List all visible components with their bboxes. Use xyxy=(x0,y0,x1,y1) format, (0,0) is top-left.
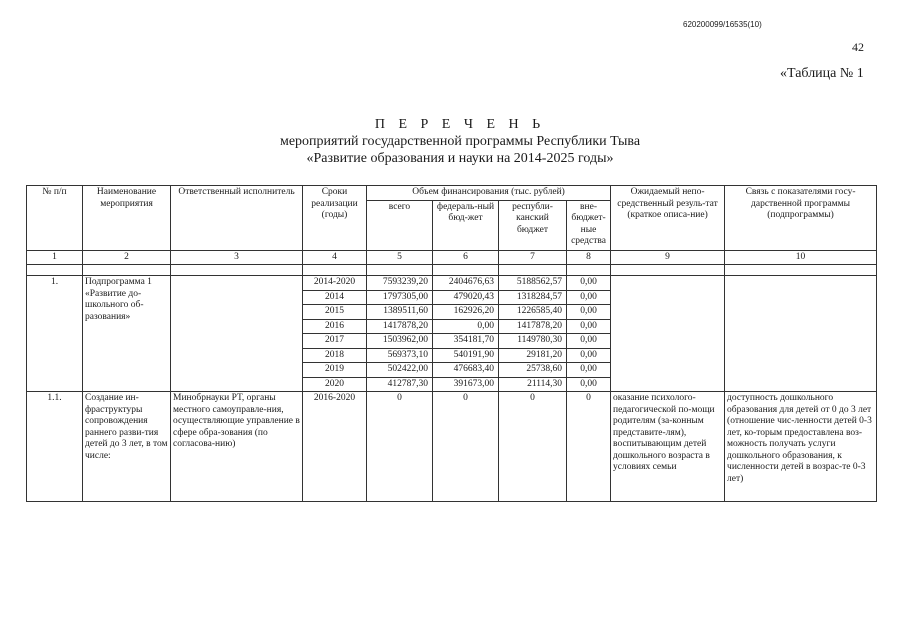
subprogram-year: 2014 xyxy=(303,290,367,305)
title-line-3: «Развитие образования и науки на 2014-2025 годы» xyxy=(306,151,614,166)
col-num: 6 xyxy=(433,250,499,265)
spacer-row xyxy=(27,265,877,276)
subprogram-extra: 0,00 xyxy=(567,348,611,363)
subprogram-link xyxy=(725,276,877,392)
subprogram-extra: 0,00 xyxy=(567,377,611,392)
col-num: 9 xyxy=(611,250,725,265)
subprogram-republic: 1226585,40 xyxy=(499,305,567,320)
item-extra: 0 xyxy=(567,392,611,502)
table-label: «Таблица № 1 xyxy=(780,66,864,81)
programme-table xyxy=(26,185,877,502)
subprogram-federal: 354181,70 xyxy=(433,334,499,349)
title-line-2: мероприятий государственной программы Республики Тыва xyxy=(279,134,641,149)
header-extra: вне-бюджет-ные средства xyxy=(567,200,611,250)
header-result: Ожидаемый непо-средственный резуль-тат (краткое описа-ние) xyxy=(611,186,725,251)
col-num: 3 xyxy=(171,250,303,265)
header-link: Связь с показателями госу-дарственной программы (подпрограммы) xyxy=(725,186,877,251)
document-title xyxy=(220,116,700,167)
page-number: 42 xyxy=(852,40,864,54)
subprogram-federal: 162926,20 xyxy=(433,305,499,320)
subprogram-total: 1417878,20 xyxy=(367,319,433,334)
item-row xyxy=(27,392,877,502)
subprogram-total: 502422,00 xyxy=(367,363,433,378)
header-republic: республи-канский бюджет xyxy=(499,200,567,250)
subprogram-extra: 0,00 xyxy=(567,363,611,378)
item-link: доступность дошкольного образования для детей от 0 до 3 лет (отношение чис-ленности детей 0-3 лет, ко-торым предоставлена воз-можность получать услуги дошкольного образования, к численности детей в возрас-те 0-3 лет) xyxy=(725,392,877,502)
column-numbers-row xyxy=(27,250,877,265)
subprogram-no: 1. xyxy=(27,276,83,392)
item-name: Создание ин-фраструктуры сопровождения раннего разви-тия детей до 3 лет, в том числе: xyxy=(83,392,171,502)
subprogram-total: 7593239,20 xyxy=(367,276,433,291)
subprogram-year: 2019 xyxy=(303,363,367,378)
subprogram-federal: 0,00 xyxy=(433,319,499,334)
subprogram-total: 569373,10 xyxy=(367,348,433,363)
subprogram-year: 2014-2020 xyxy=(303,276,367,291)
subprogram-extra: 0,00 xyxy=(567,319,611,334)
subprogram-federal: 479020,43 xyxy=(433,290,499,305)
subprogram-republic: 1318284,57 xyxy=(499,290,567,305)
item-executor: Минобрнауки РТ, органы местного самоуправле-ния, осуществляющие управление в сфере обра-зования (по согласова-нию) xyxy=(171,392,303,502)
col-num: 2 xyxy=(83,250,171,265)
subprogram-extra: 0,00 xyxy=(567,290,611,305)
subprogram-federal: 391673,00 xyxy=(433,377,499,392)
col-num: 4 xyxy=(303,250,367,265)
subprogram-year: 2020 xyxy=(303,377,367,392)
header-total: всего xyxy=(367,200,433,250)
header-federal: федераль-ный бюд-жет xyxy=(433,200,499,250)
subprogram-total: 412787,30 xyxy=(367,377,433,392)
subprogram-republic: 21114,30 xyxy=(499,377,567,392)
header-name: Наименование мероприятия xyxy=(83,186,171,251)
subprogram-republic: 29181,20 xyxy=(499,348,567,363)
subprogram-republic: 25738,60 xyxy=(499,363,567,378)
subprogram-year: 2018 xyxy=(303,348,367,363)
item-year: 2016-2020 xyxy=(303,392,367,502)
subprogram-name: Подпрограмма 1 «Развитие до-школьного об-разования» xyxy=(83,276,171,392)
subprogram-federal: 540191,90 xyxy=(433,348,499,363)
header-no: № п/п xyxy=(27,186,83,251)
subprogram-rows xyxy=(27,276,877,392)
col-num: 5 xyxy=(367,250,433,265)
subprogram-result xyxy=(611,276,725,392)
col-num: 10 xyxy=(725,250,877,265)
subprogram-total: 1797305,00 xyxy=(367,290,433,305)
title-line-1: П Е Р Е Ч Е Н Ь xyxy=(374,117,546,132)
header-terms: Сроки реализации (годы) xyxy=(303,186,367,251)
subprogram-year: 2017 xyxy=(303,334,367,349)
item-result: оказание психолого-педагогической по-мощи родителям (за-конным представите-лям), воспитывающим детей дошкольного возраста в условиях семьи xyxy=(611,392,725,502)
item-federal: 0 xyxy=(433,392,499,502)
col-num: 8 xyxy=(567,250,611,265)
item-total: 0 xyxy=(367,392,433,502)
subprogram-year-row xyxy=(27,276,877,291)
document-code: 620200099/16535(10) xyxy=(683,20,762,29)
item-no: 1.1. xyxy=(27,392,83,502)
subprogram-extra: 0,00 xyxy=(567,334,611,349)
subprogram-year: 2015 xyxy=(303,305,367,320)
col-num: 1 xyxy=(27,250,83,265)
header-funding: Объем финансирования (тыс. рублей) xyxy=(367,186,611,201)
subprogram-extra: 0,00 xyxy=(567,276,611,291)
subprogram-total: 1503962,00 xyxy=(367,334,433,349)
item-republic: 0 xyxy=(499,392,567,502)
subprogram-republic: 1417878,20 xyxy=(499,319,567,334)
subprogram-republic: 5188562,57 xyxy=(499,276,567,291)
subprogram-republic: 1149780,30 xyxy=(499,334,567,349)
col-num: 7 xyxy=(499,250,567,265)
subprogram-federal: 476683,40 xyxy=(433,363,499,378)
subprogram-executor xyxy=(171,276,303,392)
subprogram-federal: 2404676,63 xyxy=(433,276,499,291)
subprogram-year: 2016 xyxy=(303,319,367,334)
header-row xyxy=(27,186,877,201)
subprogram-extra: 0,00 xyxy=(567,305,611,320)
subprogram-total: 1389511,60 xyxy=(367,305,433,320)
header-executor: Ответственный исполнитель xyxy=(171,186,303,251)
